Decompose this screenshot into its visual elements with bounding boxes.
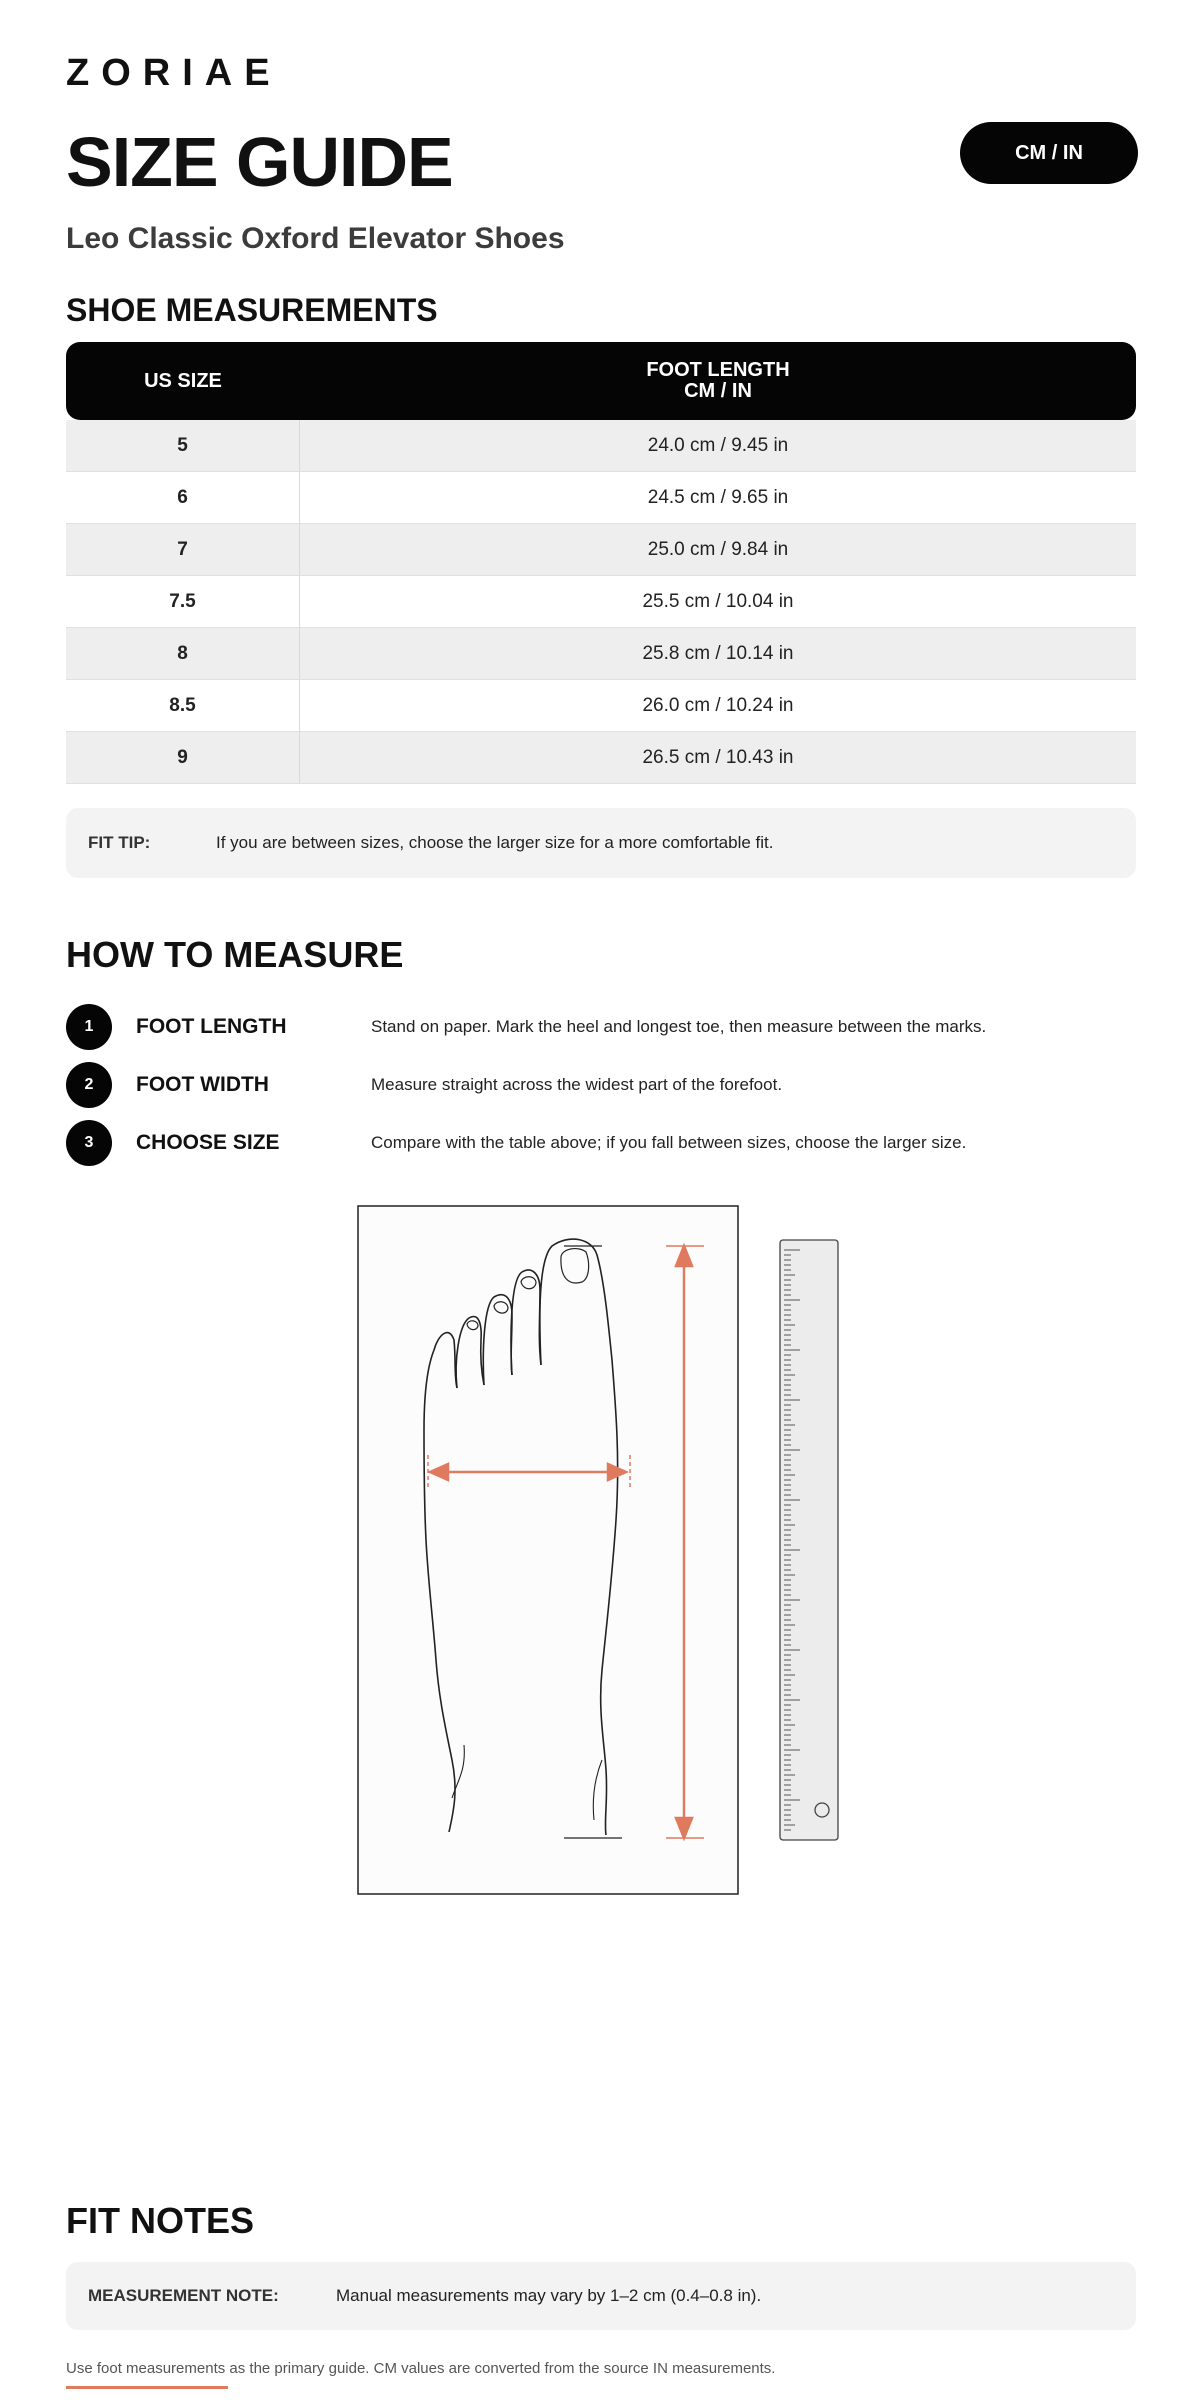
foot-length-cell: 25.0 cm / 9.84 in [647,538,789,560]
fit-tip-box [66,808,1136,878]
step-description: Measure straight across the widest part of the forefoot. [371,1075,783,1094]
us-size-cell: 5 [66,420,300,471]
step-number-badge: 3 [66,1120,112,1166]
how-to-measure-heading: HOW TO MEASURE [66,934,404,975]
column-header-foot-length [300,342,1136,420]
measurement-note-text: Manual measurements may vary by 1–2 cm (0.4–0.8 in). [336,2286,762,2305]
accent-underline [66,2386,228,2389]
foot-length-cell: 26.5 cm / 10.43 in [642,746,794,768]
column-header-foot-length-label: FOOT LENGTH [646,359,790,381]
table-row [66,732,1136,784]
paper-sheet [358,1206,738,1894]
brand-logo: ZORIAE [66,52,282,94]
table-body [66,420,1136,784]
us-size-cell: 7 [66,524,300,575]
measurement-note-box [66,2262,1136,2330]
step-title: FOOT LENGTH [136,1015,287,1038]
us-size-cell: 7.5 [66,576,300,627]
column-header-units: CM / IN [684,380,752,402]
table-row [66,420,1136,472]
table-row [66,680,1136,732]
foot-length-cell: 26.0 cm / 10.24 in [642,694,794,716]
step-description: Stand on paper. Mark the heel and longest toe, then measure between the marks. [371,1017,987,1036]
product-name: Leo Classic Oxford Elevator Shoes [66,222,565,255]
footnote: Use foot measurements as the primary guide. CM values are converted from the source IN measurements. [66,2360,776,2377]
table-row [66,576,1136,628]
foot-length-cell: 25.5 cm / 10.04 in [642,590,794,612]
unit-toggle-button[interactable]: CM / IN [960,122,1138,184]
size-table [66,342,1136,784]
fit-tip-label: FIT TIP: [88,833,151,852]
step-title: FOOT WIDTH [136,1073,269,1096]
foot-length-cell: 24.5 cm / 9.65 in [647,486,789,508]
us-size-cell: 8 [66,628,300,679]
fit-tip-text: If you are between sizes, choose the larger size for a more comfortable fit. [216,833,774,852]
measurements-heading: SHOE MEASUREMENTS [66,292,438,328]
ruler-icon [780,1240,838,1840]
table-row [66,524,1136,576]
table-row [66,472,1136,524]
step-number-badge: 1 [66,1004,112,1050]
step-choose-size [66,1120,1136,1166]
measurement-note-label: MEASUREMENT NOTE: [88,2286,279,2305]
us-size-cell: 9 [66,732,300,783]
us-size-cell: 6 [66,472,300,523]
us-size-cell: 8.5 [66,680,300,731]
table-row [66,628,1136,680]
table-header [66,342,1136,420]
foot-length-cell: 24.0 cm / 9.45 in [647,434,789,456]
step-number-badge: 2 [66,1062,112,1108]
fit-notes-heading: FIT NOTES [66,2200,254,2241]
step-title: CHOOSE SIZE [136,1131,280,1154]
step-foot-width [66,1062,1136,1108]
page-title: SIZE GUIDE [66,123,453,201]
column-header-us-size: US SIZE [144,369,222,392]
step-foot-length [66,1004,1136,1050]
step-description: Compare with the table above; if you fall between sizes, choose the larger size. [371,1133,967,1152]
foot-measurement-illustration [354,1200,854,1900]
foot-length-cell: 25.8 cm / 10.14 in [642,642,794,664]
